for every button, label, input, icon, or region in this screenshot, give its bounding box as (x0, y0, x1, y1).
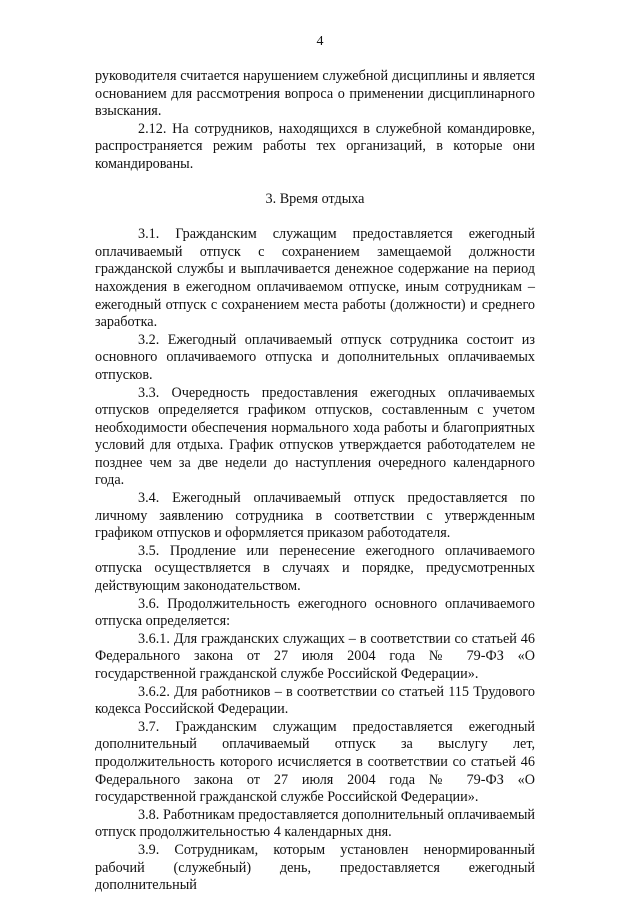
paragraph-3-6: 3.6. Продолжительность ежегодного основного оплачиваемого отпуска определяется: (95, 595, 535, 630)
paragraph-3-8: 3.8. Работникам предоставляется дополнительный оплачиваемый отпуск продолжительностью 4 календарных дня. (95, 806, 535, 841)
document-body (95, 68, 535, 895)
paragraph-3-3: 3.3. Очередность предоставления ежегодных оплачиваемых отпусков определяется графиком отпусков, составленным с учетом необходимости обеспечения нормального хода работы и благоприятных условий для отдыха. График отпусков утверждается работодателем не позднее чем за две недели до наступления очередного календарного года. (95, 384, 535, 489)
paragraph-3-1: 3.1. Гражданским служащим предоставляется ежегодный оплачиваемый отпуск с сохранением замещаемой должности гражданской службы и выплачивается денежное содержание на период нахождения в ежегодном оплачиваемом отпуске, иным сотрудникам – ежегодный отпуск с сохранением места работы (должности) и среднего заработка. (95, 226, 535, 331)
paragraph-2-12: 2.12. На сотрудников, находящихся в служебной командировке, распространяется режим работы тех организаций, в которые они командированы. (95, 120, 535, 172)
page-number: 4 (316, 34, 324, 49)
paragraph-3-2: 3.2. Ежегодный оплачиваемый отпуск сотрудника состоит из основного оплачиваемого отпуска и дополнительных оплачиваемых отпусков. (95, 331, 535, 383)
paragraph-3-7: 3.7. Гражданским служащим предоставляется ежегодный дополнительный оплачиваемый отпуск за выслугу лет, продолжительность которого исчисляется в соответствии со статьей 46 Федерального закона от 27 июля 2004 года № 79-ФЗ «О государственной гражданской службе Российской Федерации». (95, 718, 535, 806)
paragraph-3-6-1: 3.6.1. Для гражданских служащих – в соответствии со статьей 46 Федерального закона от 27 июля 2004 года № 79-ФЗ «О государственной гражданской службе Российской Федерации». (95, 630, 535, 682)
paragraph-3-5: 3.5. Продление или перенесение ежегодного оплачиваемого отпуска осуществляется в случаях и порядке, предусмотренных действующим законодательством. (95, 542, 535, 595)
paragraph-3-9: 3.9. Сотрудникам, которым установлен ненормированный рабочий (служебный) день, предоставляется ежегодный дополнительный (95, 841, 535, 894)
continued-paragraph: руководителя считается нарушением служебной дисциплины и является основанием для рассмотрения вопроса о применении дисциплинарного взыскания. (95, 68, 535, 120)
paragraph-3-6-2: 3.6.2. Для работников – в соответствии со статьей 115 Трудового кодекса Российской Федерации. (95, 683, 535, 718)
section-heading: 3. Время отдыха (265, 190, 365, 207)
paragraph-3-4: 3.4. Ежегодный оплачиваемый отпуск предоставляется по личному заявлению сотрудника в соответствии с утвержденным графиком отпусков и оформляется приказом работодателя. (95, 490, 535, 542)
